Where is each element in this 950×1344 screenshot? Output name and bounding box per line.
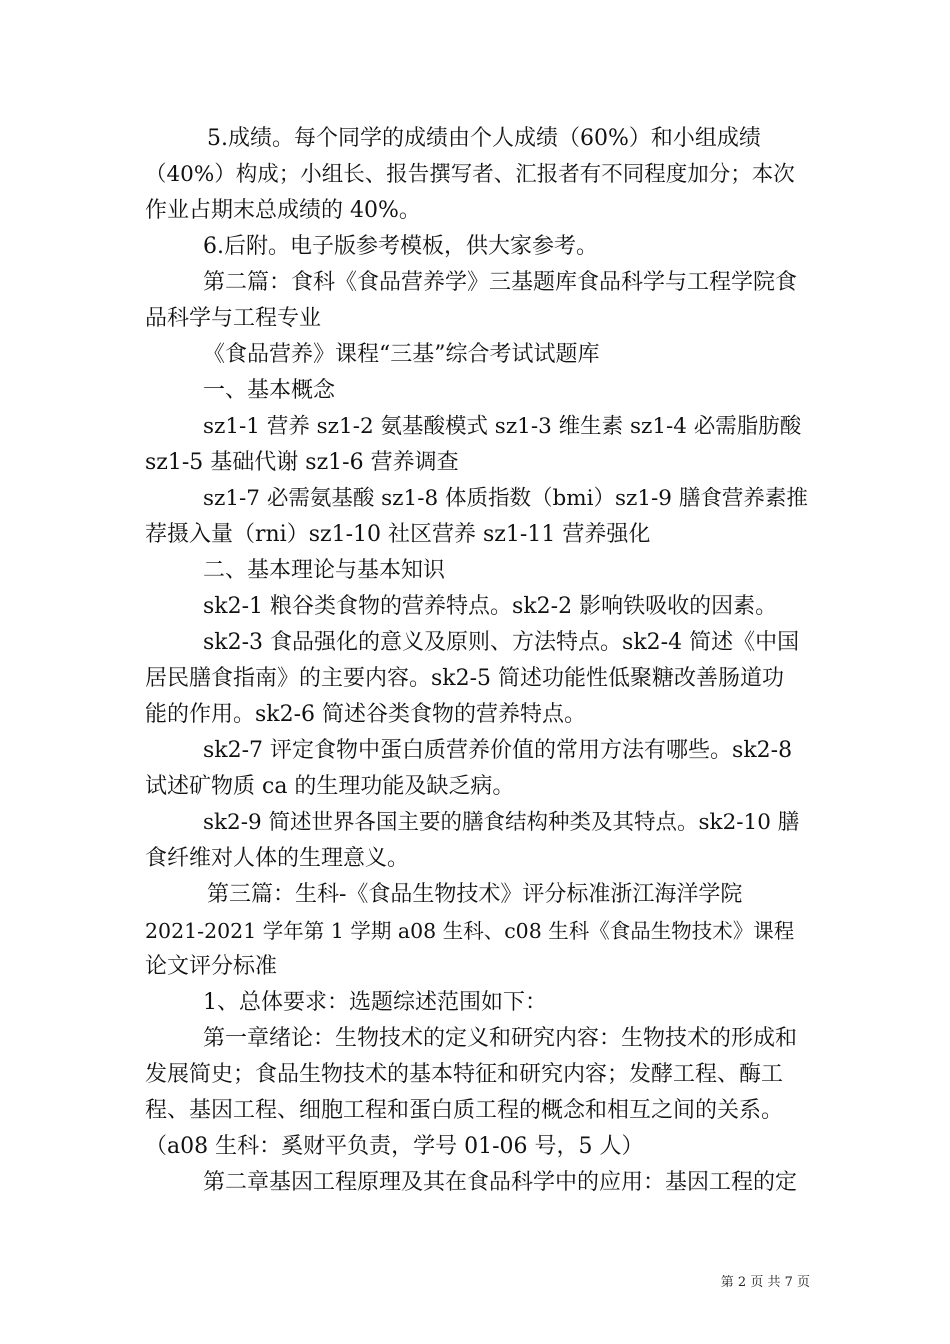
text-line: sk2-7 评定食物中蛋白质营养价值的常用方法有哪些。sk2-8 [203, 738, 793, 763]
text-line: 二、基本理论与基本知识 [203, 558, 446, 583]
text-line: 作业占期末总成绩的 40%。 [145, 198, 421, 223]
section-heading: 第三篇：生科-《食品生物技术》评分标准浙江海洋学院 [207, 882, 743, 907]
text-line: 食纤维对人体的生理意义。 [145, 846, 410, 871]
text-line: 2021-2021 学年第 1 学期 a08 生科、c08 生科《食品生物技术》课程 [145, 919, 795, 943]
text-line: sz1-5 基础代谢 sz1-6 营养调查 [145, 450, 459, 475]
text-line: 试述矿物质 ca 的生理功能及缺乏病。 [145, 774, 515, 799]
text-line: （a08 生科：奚财平负责，学号 01-06 号，5 人） [145, 1134, 644, 1159]
text-line: 居民膳食指南》的主要内容。sk2-5 简述功能性低聚糖改善肠道功 [145, 666, 785, 691]
text-line: 论文评分标准 [145, 954, 278, 979]
text-line: 荐摄入量（rni）sz1-10 社区营养 sz1-11 营养强化 [145, 522, 651, 547]
text-line: 《食品营养》课程“三基”综合考试试题库 [203, 342, 600, 367]
text-line: 5.成绩。每个同学的成绩由个人成绩（60%）和小组成绩 [207, 126, 761, 151]
text-line: sk2-1 粮谷类食物的营养特点。sk2-2 影响铁吸收的因素。 [203, 594, 778, 619]
text-line: 第二章基因工程原理及其在食品科学中的应用：基因工程的定 [203, 1170, 798, 1195]
text-line: 能的作用。sk2-6 简述谷类食物的营养特点。 [145, 702, 587, 727]
text-line: 第一章绪论：生物技术的定义和研究内容：生物技术的形成和 [203, 1026, 798, 1051]
text-line: sz1-7 必需氨基酸 sz1-8 体质指数（bmi）sz1-9 膳食营养素推 [203, 486, 808, 511]
text-line: 发展简史；食品生物技术的基本特征和研究内容；发酵工程、酶工 [145, 1062, 784, 1087]
text-line: 6.后附。电子版参考模板，供大家参考。 [203, 234, 598, 259]
text-line: 品科学与工程专业 [145, 306, 322, 331]
text-line: sz1-1 营养 sz1-2 氨基酸模式 sz1-3 维生素 sz1-4 必需脂肪酸 [203, 414, 802, 439]
text-line: 程、基因工程、细胞工程和蛋白质工程的概念和相互之间的关系。 [145, 1098, 784, 1123]
text-line: sk2-9 简述世界各国主要的膳食结构种类及其特点。sk2-10 膳 [203, 810, 800, 835]
text-line: （40%）构成；小组长、报告撰写者、汇报者有不同程度加分；本次 [145, 162, 795, 187]
text-line: 1、总体要求：选题综述范围如下： [203, 990, 547, 1015]
text-line: sk2-3 食品强化的意义及原则、方法特点。sk2-4 简述《中国 [203, 630, 800, 655]
section-heading: 第二篇：食科《食品营养学》三基题库食品科学与工程学院食 [203, 270, 798, 295]
text-line: 一、基本概念 [203, 378, 336, 403]
page-number-footer: 第 2 页 共 7 页 [720, 1275, 810, 1290]
